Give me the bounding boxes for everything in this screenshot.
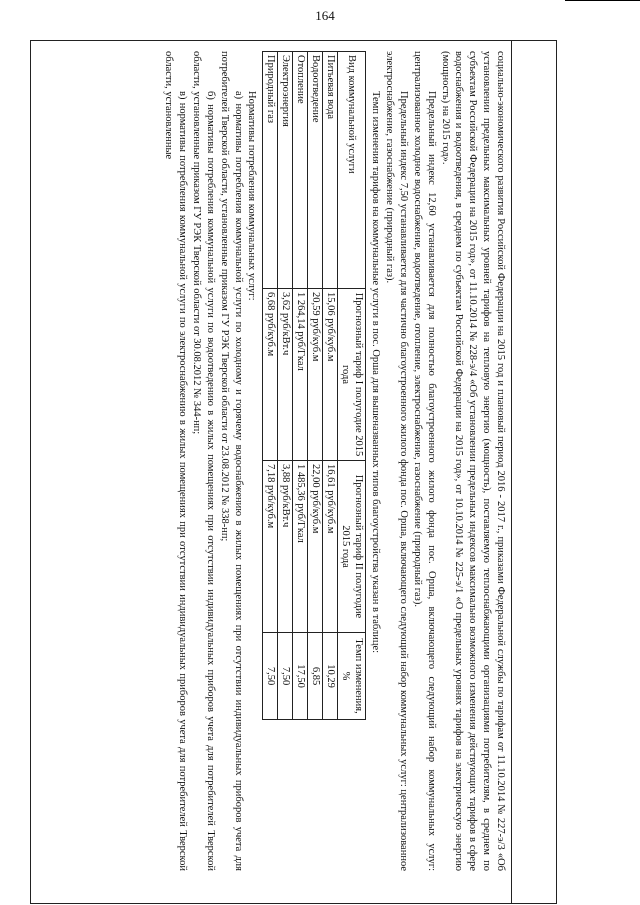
content-column [31,41,512,903]
cell-tariff-h1: 15,06 руб/куб.м [322,289,337,461]
paragraph-norms-b: б) нормативы потребления коммунальной услуги по водоотведению в жилых помещениях при отсутствии индивидуальных приборов учета для потребителей Тверской области, установленные приказом ГУ РЭК Тверской области от 30.08.2012 № 344-нп; [190,51,216,871]
cell-change: 6,85 [307,633,322,720]
paragraph-norms-c: в) нормативы потребления коммунальной услуги по электроснабжению в жилых помещениях при отсутствии индивидуальных приборов учета для потребителей Тверской области, установленные [163,51,189,871]
paragraph-index-7-50: Предельный индекс 7,50 устанавливается для частично благоустроенного жилого фонда пос. Орша, включающего следующий набор коммунальных услуг: централизованное электроснабжение, газоснабжение (природный газ). [384,51,409,871]
table-header-row [337,52,366,720]
document-frame [30,40,557,904]
cell-tariff-h2: 7,18 руб/куб.м [263,461,278,633]
paragraph-index-12-60: Предельный индекс 12,60 устанавливается для полностью благоустроенного жилого фонда пос. Орша, включающего следующий набор коммунальных услуг: централизованное холодное водоснабжение, водоотведение, отопление, электроснабжение, газоснабжение (природный газ). [411,51,437,871]
cell-tariff-h2: 22,00 руб/куб.м [307,461,322,633]
cell-change: 17,50 [293,633,308,720]
page-number: 164 [315,8,335,23]
rotated-text-block [41,41,511,881]
tariff-table [262,51,366,720]
cell-tariff-h1: 6,68 руб/куб.м [263,289,278,461]
rotated-wrapper [31,41,511,903]
cell-change: 7,50 [263,633,278,720]
cell-tariff-h1: 1 264,14 руб/Гкал [293,289,308,461]
cell-service: Природный газ [263,52,278,289]
table-row [278,52,293,720]
paragraph-norms-heading: Нормативы потребления коммунальных услуг: [246,91,258,301]
paragraph-table-intro: Темп изменения тарифов на коммунальные услуги в пос. Орша для вышеназванных типов благоустройства указан в таблице: [370,91,382,654]
cell-tariff-h2: 3,88 руб/кВт.ч [278,461,293,633]
paragraph-intro: социально-экономического развития Российской Федерации на 2015 год и плановый период 2016 - 2017 г., приказами Федеральной службы по тарифам от 11.10.2014 № 227-э/3 «Об установлении предельных максимальных уровней тарифов на тепловую энергию (мощность), поставляемую теплоснабжающими организациями потребителям, в среднем по субъектам Российской Федерации на 2015 год», от 11.10.2014 № 228-э/4 «Об установлении предельных индексов максимально возможного изменения действующих тарифов в сфере водоснабжения и водоотведения, в среднем по субъектам Российской Федерации на 2015 год», от 10.10.2014 № 225-э/1 «О предельных уровнях тарифов на электрическую энергию (мощность) на 2015 год». [439,51,506,871]
table-row [307,52,322,720]
header-service: Вид коммунальной услуги [337,52,366,289]
cell-change: 7,50 [278,633,293,720]
paragraph-norms-a: а) нормативы потребления коммунальной услуги по холодному и горячему водоснабжению в жилых помещениях при отсутствии индивидуальных приборов учета для потребителей Тверской области, установленные приказом ГУ РЭК Тверской области от 23.08.2012 № 338-нп; [218,51,244,871]
cell-tariff-h2: 16,61 руб/куб.м [322,461,337,633]
corner-rule [565,0,640,1]
table-row [263,52,278,720]
cell-tariff-h1: 20,59 руб/куб.м [307,289,322,461]
cell-service: Отопление [293,52,308,289]
header-tariff-h1: Прогнозный тариф I полугодие 2015 года [337,289,366,461]
header-tariff-h2: Прогнозный тариф II полугодие 2015 года [337,461,366,633]
table-row [322,52,337,720]
cell-service: Водоотведение [307,52,322,289]
cell-change: 10,29 [322,633,337,720]
table-row [293,52,308,720]
header-change: Темп изменения, % [337,633,366,720]
cell-service: Питьевая вода [322,52,337,289]
cell-tariff-h2: 1 485,36 руб/Гкал [293,461,308,633]
cell-tariff-h1: 3,62 руб/кВт.ч [278,289,293,461]
cell-service: Электроэнергия [278,52,293,289]
